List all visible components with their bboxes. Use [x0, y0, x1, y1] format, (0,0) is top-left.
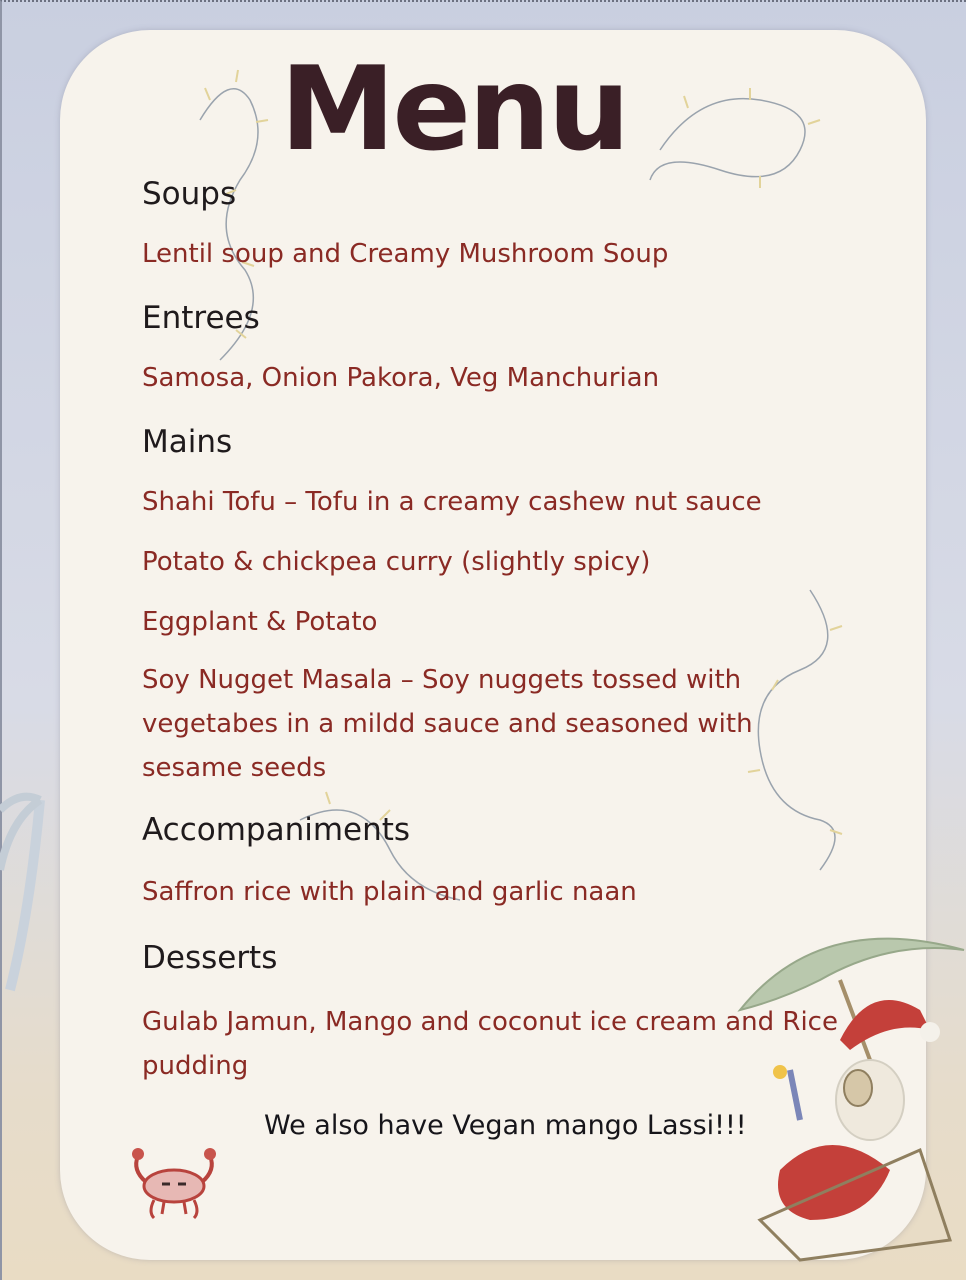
menu-item-soy-nugget-masala: Soy Nugget Masala – Soy nuggets tossed with vegetabes in a mildd sauce and seasoned with sesame seeds: [142, 665, 753, 783]
section-heading-entrees: Entrees: [142, 300, 260, 336]
menu-item-shahi-tofu: Shahi Tofu – Tofu in a creamy cashew nut sauce: [142, 487, 762, 517]
section-heading-accompaniments: Accompaniments: [142, 812, 411, 848]
crab-icon: [124, 1142, 224, 1222]
menu-item-eggplant-potato: Eggplant & Potato: [142, 607, 378, 637]
menu-item-potato-chickpea-curry: Potato & chickpea curry (slightly spicy): [142, 547, 651, 577]
menu-item-soups: Lentil soup and Creamy Mushroom Soup: [142, 239, 669, 269]
santa-on-beach-chair-icon: [720, 920, 966, 1280]
menu-title: Menu: [280, 42, 628, 177]
menu-item-entrees: Samosa, Onion Pakora, Veg Manchurian: [142, 363, 660, 393]
section-heading-desserts: Desserts: [142, 940, 278, 976]
beach-umbrella-icon: [740, 939, 964, 1010]
menu-item-desserts: Gulab Jamun, Mango and coconut ice cream and Rice pudding: [142, 1007, 838, 1081]
footnote-lassi: We also have Vegan mango Lassi!!!: [264, 1110, 747, 1141]
section-heading-soups: Soups: [142, 176, 237, 212]
menu-item-accompaniments: Saffron rice with plain and garlic naan: [142, 877, 637, 907]
section-heading-mains: Mains: [142, 424, 233, 460]
